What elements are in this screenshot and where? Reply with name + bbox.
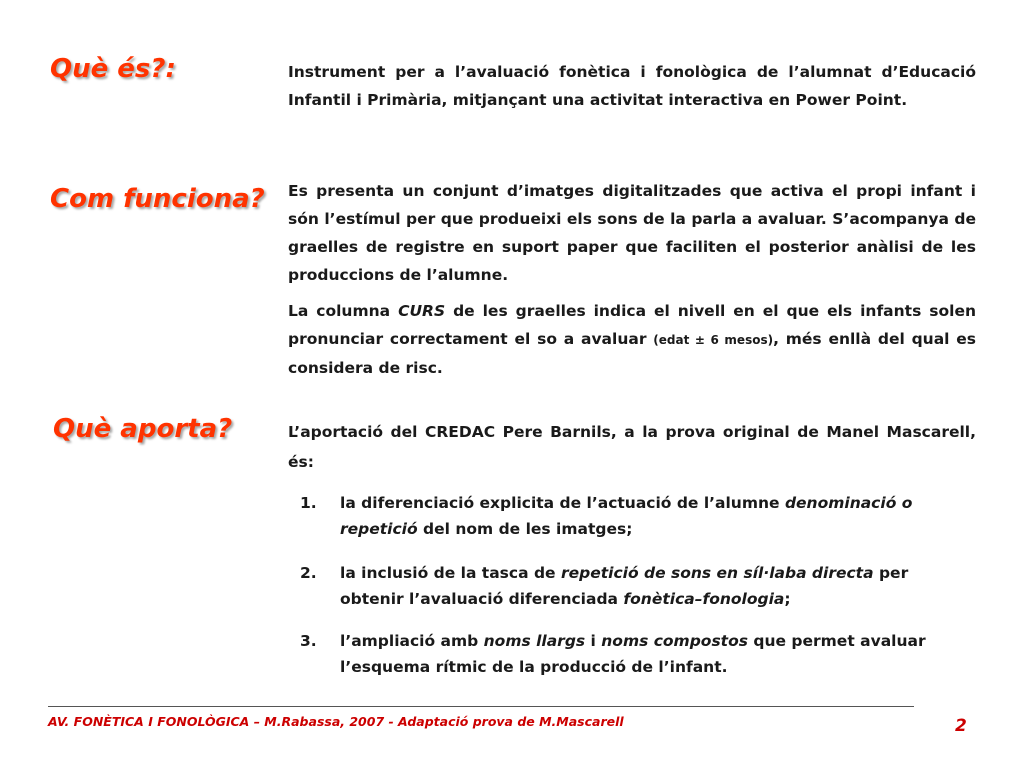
heading-que-aporta: Què aporta?	[53, 414, 233, 444]
footer-text: AV. FONÈTICA I FONOLÒGICA – M.Rabassa, 2007 - Adaptació prova de M.Mascarell	[48, 714, 624, 729]
list-item	[300, 560, 976, 612]
item-emphasis-2: fonètica–fonologia	[623, 590, 785, 608]
item-text-b: per obtenir l’avaluació diferenciada	[340, 564, 909, 608]
item-text-c: que permet avaluar l’esquema rítmic de la producció de l’infant.	[340, 632, 926, 676]
que-es-text: Instrument per a l’avaluació fonètica i fonològica de l’alumnat d’Educació Infantil i Primària, mitjançant una activitat interactiva en Power Point.	[288, 63, 976, 109]
page-number: 2	[955, 716, 967, 736]
item-emphasis-1: denominació o repetició	[340, 494, 913, 538]
curs-emphasis: CURS	[398, 302, 446, 320]
footer-divider	[48, 706, 914, 707]
list-number: 1.	[300, 494, 317, 512]
list-item	[300, 490, 976, 542]
heading-com-funciona: Com funciona?	[50, 184, 265, 214]
item-text-b: i	[585, 632, 602, 650]
item-text-a: la inclusió de la tasca de	[340, 564, 561, 582]
curs-text-b: de les graelles indica el nivell en el que els infants solen pronunciar correctament el so a avaluar	[288, 302, 976, 348]
que-aporta-intro: L’aportació del CREDAC Pere Barnils, a la prova original de Manel Mascarell, és:	[288, 423, 976, 471]
curs-text-c: , més enllà del qual es considera de risc.	[288, 330, 977, 377]
heading-que-es: Què és?:	[50, 54, 176, 84]
contribution-list-item-1	[300, 490, 976, 542]
item-emphasis-1: noms llargs	[483, 632, 586, 650]
list-number: 3.	[300, 632, 317, 650]
curs-age-note: (edat ± 6 mesos)	[653, 333, 774, 347]
contribution-list-item-3	[300, 628, 976, 680]
contribution-list-item-2	[300, 560, 976, 612]
com-funciona-paragraph-1: Es presenta un conjunt d’imatges digitalitzades que activa el propi infant i són l’estímul per que produeixi els sons de la parla a avaluar. S’acompanya de graelles de registre en suport paper que faciliten el posterior anàlisi de les produccions de l’alumne.	[288, 182, 976, 284]
list-number: 2.	[300, 564, 317, 582]
item-emphasis-2: noms compostos	[601, 632, 748, 650]
item-emphasis-1: repetició de sons en síl·laba directa	[560, 564, 874, 582]
item-text-b: del nom de les imatges;	[417, 520, 633, 538]
item-text-a: la diferenciació explicita de l’actuació de l’alumne	[340, 494, 785, 512]
item-text-a: l’ampliació amb	[340, 632, 484, 650]
com-funciona-paragraph-2	[288, 297, 976, 382]
item-text-c: ;	[784, 590, 791, 608]
curs-text-a: La columna	[288, 302, 399, 320]
list-item	[300, 628, 976, 680]
